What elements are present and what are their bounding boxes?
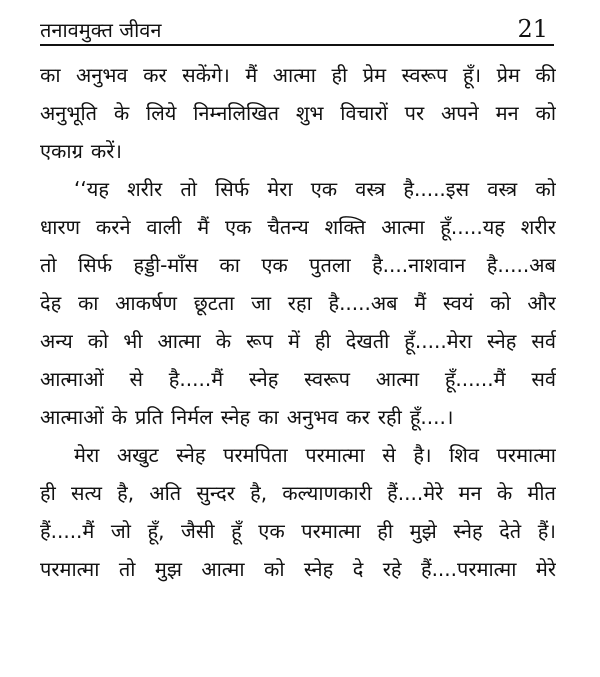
text-line: मेरा अखुट स्नेह परमपिता परमात्मा से है। शिव परमात्मा: [74, 443, 556, 467]
text-line: तो सिर्फ हड्डी-माँस का एक पुतला है....नाशवान है.....अब: [40, 253, 556, 277]
text-line: हैं.....मैं जो हूँ, जैसी हूँ एक परमात्मा ही मुझे स्नेह देते हैं।: [40, 519, 556, 543]
text-line: अनुभूति के लिये निम्नलिखित शुभ विचारों पर अपने मन को: [40, 101, 556, 125]
page-number: 21: [517, 15, 548, 43]
text-line: आत्माओं से है.....मैं स्नेह स्वरूप आत्मा हूँ......मैं सर्व: [40, 367, 556, 391]
text-line: परमात्मा तो मुझ आत्मा को स्नेह दे रहे हैं....परमात्मा मेरे: [40, 557, 556, 581]
text-line: धारण करने वाली मैं एक चैतन्य शक्ति आत्मा हूँ.....यह शरीर: [40, 215, 556, 239]
running-head-title: तनावमुक्त जीवन: [40, 18, 162, 42]
header-rule: [40, 44, 554, 46]
running-header: [40, 4, 548, 44]
text-line: अन्य को भी आत्मा के रूप में ही देखती हूँ.....मेरा स्नेह सर्व: [40, 329, 556, 353]
text-line: एकाग्र करें।: [40, 139, 123, 163]
body-text: [40, 56, 556, 588]
text-line: देह का आकर्षण छूटता जा रहा है.....अब मैं स्वयं को और: [40, 291, 556, 315]
text-line: आत्माओं के प्रति निर्मल स्नेह का अनुभव कर रही हूँ....।: [40, 405, 454, 429]
text-line: ‘‘यह शरीर तो सिर्फ मेरा एक वस्त्र है.....इस वस्त्र को: [74, 177, 556, 201]
text-line: ही सत्य है, अति सुन्दर है, कल्याणकारी हैं....मेरे मन के मीत: [40, 481, 556, 505]
text-line: का अनुभव कर सकेंगे। मैं आत्मा ही प्रेम स्वरूप हूँ। प्रेम की: [40, 63, 556, 87]
